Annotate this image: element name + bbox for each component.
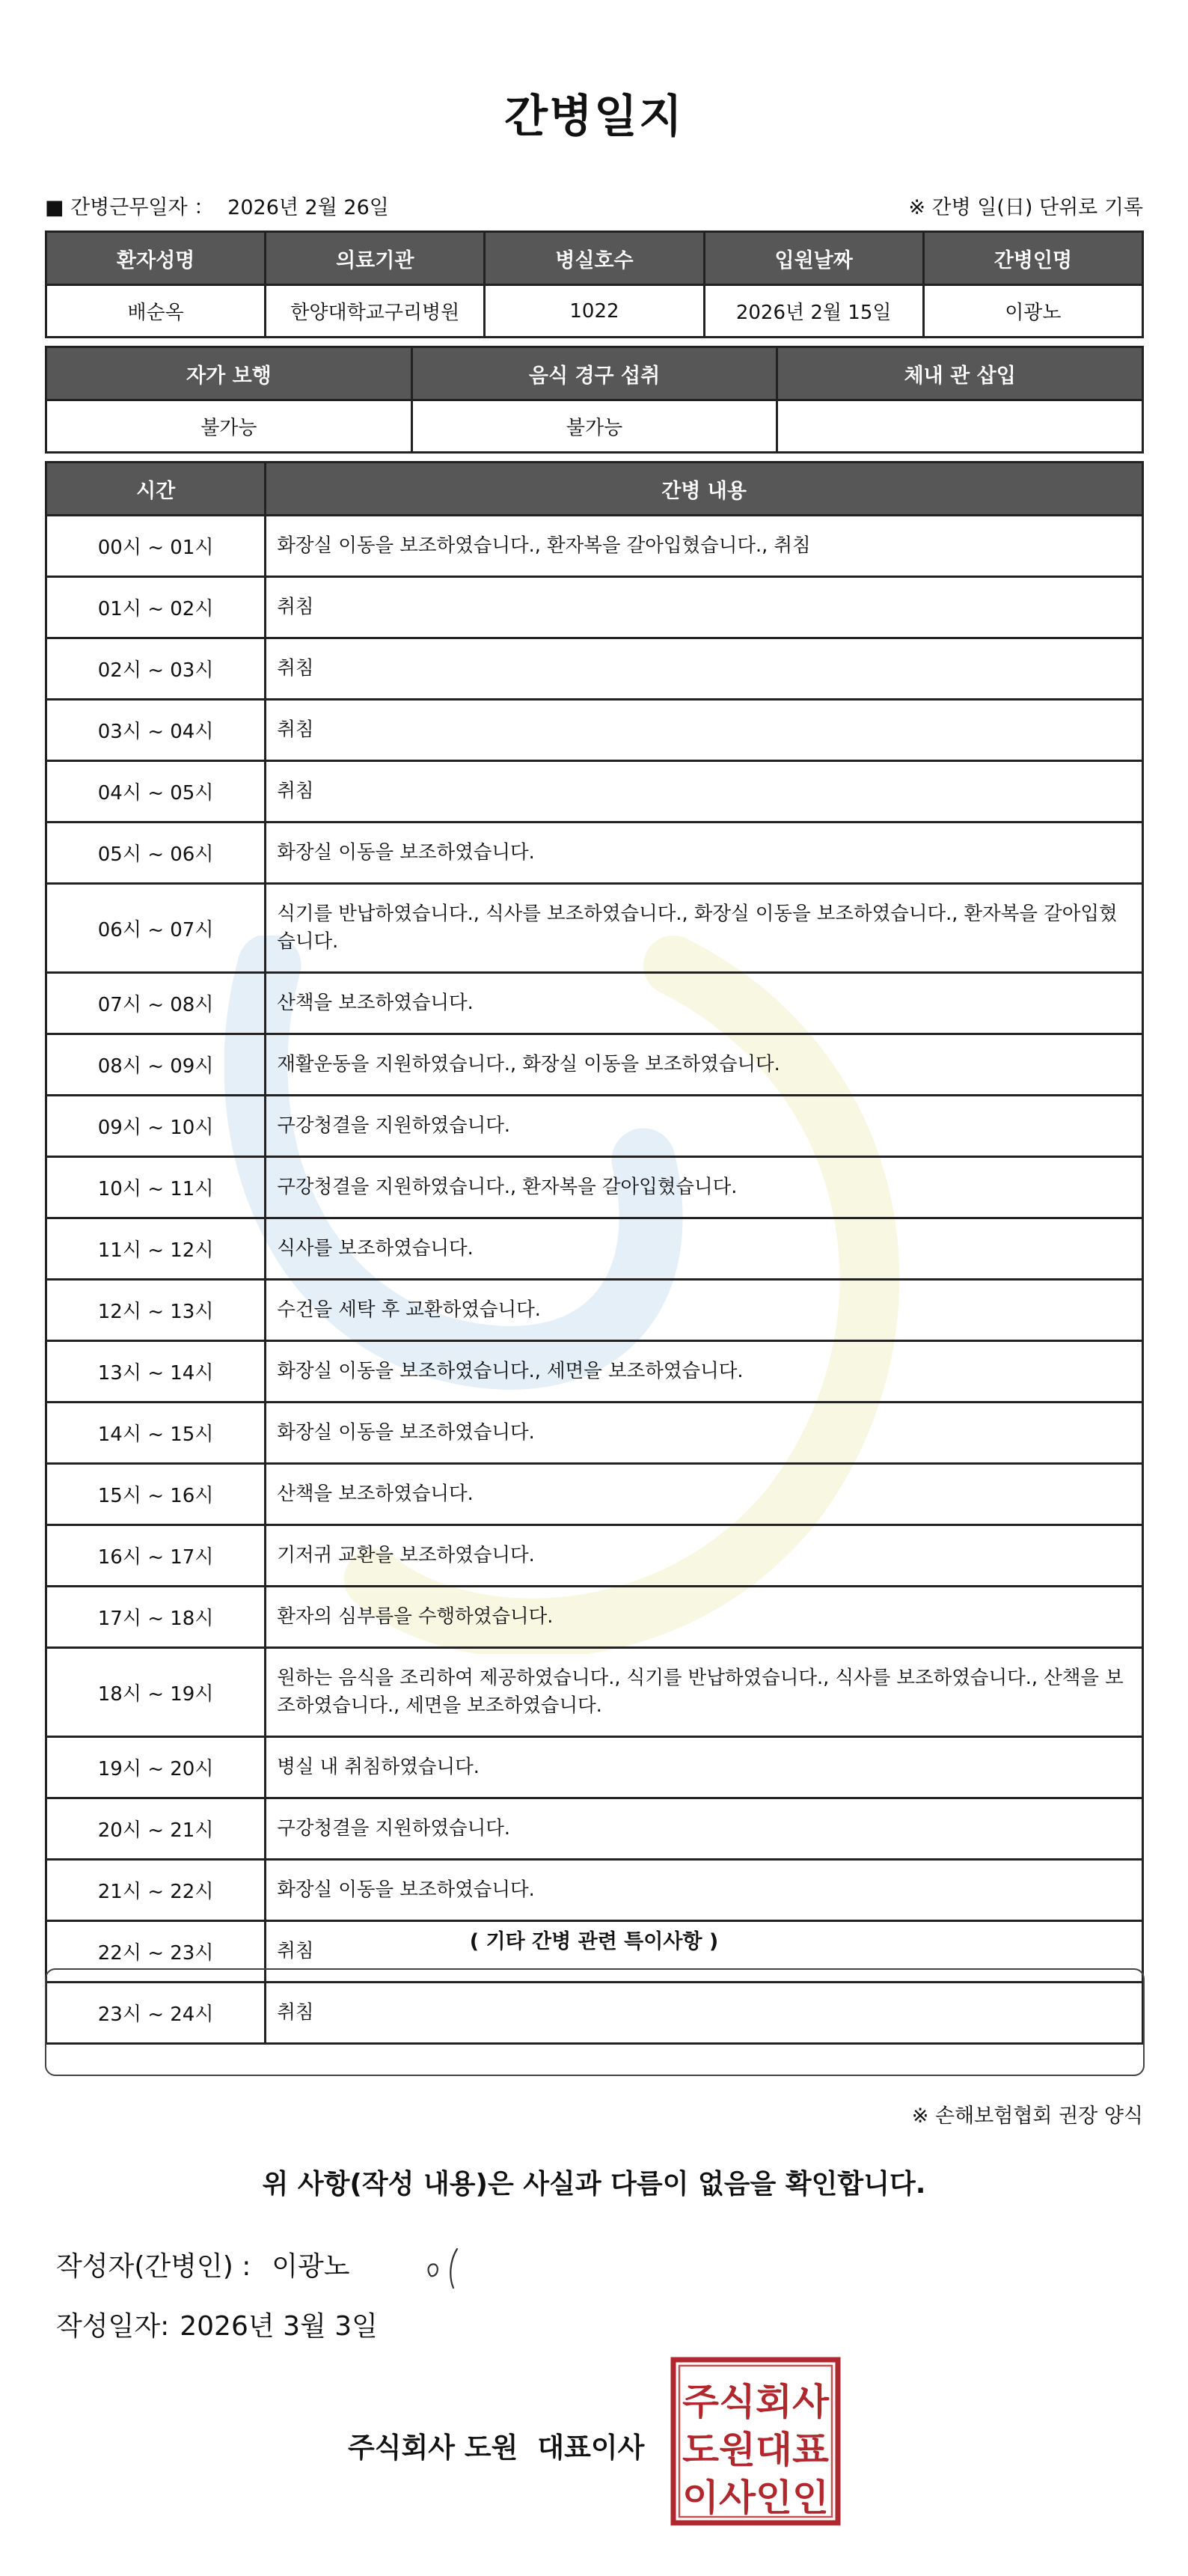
- care-content: 취침: [266, 577, 1143, 638]
- table-row: [46, 1798, 1143, 1860]
- table-row: [46, 577, 1143, 638]
- care-content: 취침: [266, 1921, 1143, 1983]
- time-slot: 21시 ~ 22시: [46, 1860, 266, 1921]
- table-row: [46, 1341, 1143, 1403]
- table-row: [46, 884, 1143, 973]
- header-room: 병실호수: [485, 232, 704, 285]
- time-slot: 04시 ~ 05시: [46, 761, 266, 822]
- work-date-label: ■ 간병근무일자 ：: [45, 196, 215, 219]
- time-slot: 12시 ~ 13시: [46, 1280, 266, 1341]
- admission-date: 2026년 2월 15일: [704, 285, 923, 338]
- time-slot: 09시 ~ 10시: [46, 1096, 266, 1157]
- care-content: 화장실 이동을 보조하였습니다.: [266, 822, 1143, 884]
- care-content: 환자의 심부름을 수행하였습니다.: [266, 1587, 1143, 1648]
- care-content: 취침: [266, 700, 1143, 761]
- company-name: 주식회사 도원: [348, 2432, 518, 2464]
- care-content: 화장실 이동을 보조하였습니다.: [266, 1403, 1143, 1464]
- care-content: 식기를 반납하였습니다., 식사를 보조하였습니다., 화장실 이동을 보조하였습니다., 환자복을 갈아입혔습니다.: [266, 884, 1143, 973]
- table-row: [46, 1860, 1143, 1921]
- time-slot: 08시 ~ 09시: [46, 1034, 266, 1096]
- table-row: [46, 1403, 1143, 1464]
- time-slot: 06시 ~ 07시: [46, 884, 266, 973]
- time-slot: 07시 ~ 08시: [46, 973, 266, 1034]
- header-self-walking: 자가 보행: [46, 347, 412, 400]
- company-seal-stamp: [670, 2356, 842, 2527]
- writer-colon: :: [242, 2251, 251, 2282]
- care-log-table: [45, 461, 1144, 2045]
- care-log-rows: [46, 516, 1143, 2044]
- patient-status-table: [45, 346, 1144, 454]
- care-content: 구강청결을 지원하였습니다.: [266, 1096, 1143, 1157]
- tube-insertion-value: [777, 400, 1143, 453]
- time-slot: 19시 ~ 20시: [46, 1737, 266, 1798]
- oral-intake-value: 불가능: [411, 400, 777, 453]
- header-hospital: 의료기관: [266, 232, 485, 285]
- care-content: 재활운동을 지원하였습니다., 화장실 이동을 보조하였습니다.: [266, 1034, 1143, 1096]
- table-row: [46, 1157, 1143, 1218]
- time-slot: 16시 ~ 17시: [46, 1525, 266, 1587]
- header-tube-insertion: 체내 관 삽입: [777, 347, 1143, 400]
- care-content: 원하는 음식을 조리하여 제공하였습니다., 식기를 반납하였습니다., 식사를 보조하였습니다., 산책을 보조하였습니다., 세면을 보조하였습니다.: [266, 1648, 1143, 1737]
- care-content: 기저귀 교환을 보조하였습니다.: [266, 1525, 1143, 1587]
- notes-label: ( 기타 간병 관련 특이사항 ): [469, 1930, 719, 1953]
- written-date-label: 작성일자: [56, 2311, 161, 2342]
- time-slot: 00시 ~ 01시: [46, 516, 266, 577]
- care-content: 취침: [266, 638, 1143, 700]
- svg-text:이사인인: 이사인인: [682, 2476, 829, 2519]
- table-row: [46, 700, 1143, 761]
- care-content: 취침: [266, 1983, 1143, 2044]
- table-row: [46, 1737, 1143, 1798]
- care-content: 화장실 이동을 보조하였습니다., 환자복을 갈아입혔습니다., 취침: [266, 516, 1143, 577]
- notes-box: [45, 1968, 1145, 2076]
- written-date-value: 2026년 3월 3일: [180, 2311, 378, 2342]
- handwritten-signature: [423, 2241, 483, 2294]
- care-content: 취침: [266, 761, 1143, 822]
- time-slot: 11시 ~ 12시: [46, 1218, 266, 1280]
- writer-name: 이광노: [272, 2251, 350, 2282]
- company-title: 대표이사: [537, 2432, 645, 2464]
- care-content: 구강청결을 지원하였습니다.: [266, 1798, 1143, 1860]
- time-slot: 15시 ~ 16시: [46, 1464, 266, 1525]
- patient-info-table: [45, 231, 1144, 338]
- company-signature-line: [348, 2425, 644, 2465]
- time-slot: 02시 ~ 03시: [46, 638, 266, 700]
- time-slot: 22시 ~ 23시: [46, 1921, 266, 1983]
- header-patient-name: 환자성명: [46, 232, 266, 285]
- header-oral-intake: 음식 경구 섭취: [411, 347, 777, 400]
- svg-text:주식회사: 주식회사: [682, 2381, 830, 2423]
- time-slot: 05시 ~ 06시: [46, 822, 266, 884]
- written-date-colon: :: [160, 2311, 170, 2342]
- writer-label: 작성자(간병인): [56, 2251, 233, 2282]
- time-slot: 23시 ~ 24시: [46, 1983, 266, 2044]
- time-slot: 14시 ~ 15시: [46, 1403, 266, 1464]
- confirmation-statement: 위 사항(작성 내용)은 사실과 다름이 없음을 확인합니다.: [262, 2169, 926, 2200]
- table-row: [46, 1096, 1143, 1157]
- table-row: [46, 638, 1143, 700]
- time-slot: 13시 ~ 14시: [46, 1341, 266, 1403]
- time-slot: 20시 ~ 21시: [46, 1798, 266, 1860]
- caregiver-name: 이광노: [923, 285, 1142, 338]
- table-row: [46, 761, 1143, 822]
- table-row: [46, 516, 1143, 577]
- written-date-line: [56, 2305, 378, 2343]
- room-number: 1022: [485, 285, 704, 338]
- table-row: [46, 1464, 1143, 1525]
- table-row: [46, 1034, 1143, 1096]
- header-admission-date: 입원날짜: [704, 232, 923, 285]
- table-row: [46, 1218, 1143, 1280]
- writer-line: [56, 2245, 350, 2283]
- header-time: 시간: [46, 463, 266, 516]
- table-row: [46, 1648, 1143, 1737]
- time-slot: 17시 ~ 18시: [46, 1587, 266, 1648]
- time-slot: 18시 ~ 19시: [46, 1648, 266, 1737]
- time-slot: 03시 ~ 04시: [46, 700, 266, 761]
- care-content: 산책을 보조하였습니다.: [266, 1464, 1143, 1525]
- patient-name: 배순옥: [46, 285, 266, 338]
- meta-row: [45, 191, 1143, 221]
- table-row: [46, 822, 1143, 884]
- header-caregiver: 간병인명: [923, 232, 1142, 285]
- care-content: 산책을 보조하였습니다.: [266, 973, 1143, 1034]
- page-title: 간병일지: [504, 91, 684, 143]
- time-slot: 10시 ~ 11시: [46, 1157, 266, 1218]
- care-content: 구강청결을 지원하였습니다., 환자복을 갈아입혔습니다.: [266, 1157, 1143, 1218]
- table-row: [46, 973, 1143, 1034]
- work-date: [45, 191, 389, 220]
- table-row: [46, 1525, 1143, 1587]
- unit-note: ※ 간병 일(日) 단위로 기록: [908, 196, 1143, 219]
- self-walking-value: 불가능: [46, 400, 412, 453]
- table-row: [46, 1280, 1143, 1341]
- care-content: 수건을 세탁 후 교환하였습니다.: [266, 1280, 1143, 1341]
- work-date-value: 2026년 2월 26일: [227, 196, 389, 219]
- care-content: 병실 내 취침하였습니다.: [266, 1737, 1143, 1798]
- care-content: 화장실 이동을 보조하였습니다., 세면을 보조하였습니다.: [266, 1341, 1143, 1403]
- header-care-content: 간병 내용: [266, 463, 1143, 516]
- form-note: ※ 손해보험협회 권장 양식: [911, 2105, 1143, 2128]
- hospital-name: 한양대학교구리병원: [266, 285, 485, 338]
- svg-text:도원대표: 도원대표: [682, 2429, 830, 2471]
- care-content: 화장실 이동을 보조하였습니다.: [266, 1860, 1143, 1921]
- care-content: 식사를 보조하였습니다.: [266, 1218, 1143, 1280]
- table-row: [46, 1587, 1143, 1648]
- time-slot: 01시 ~ 02시: [46, 577, 266, 638]
